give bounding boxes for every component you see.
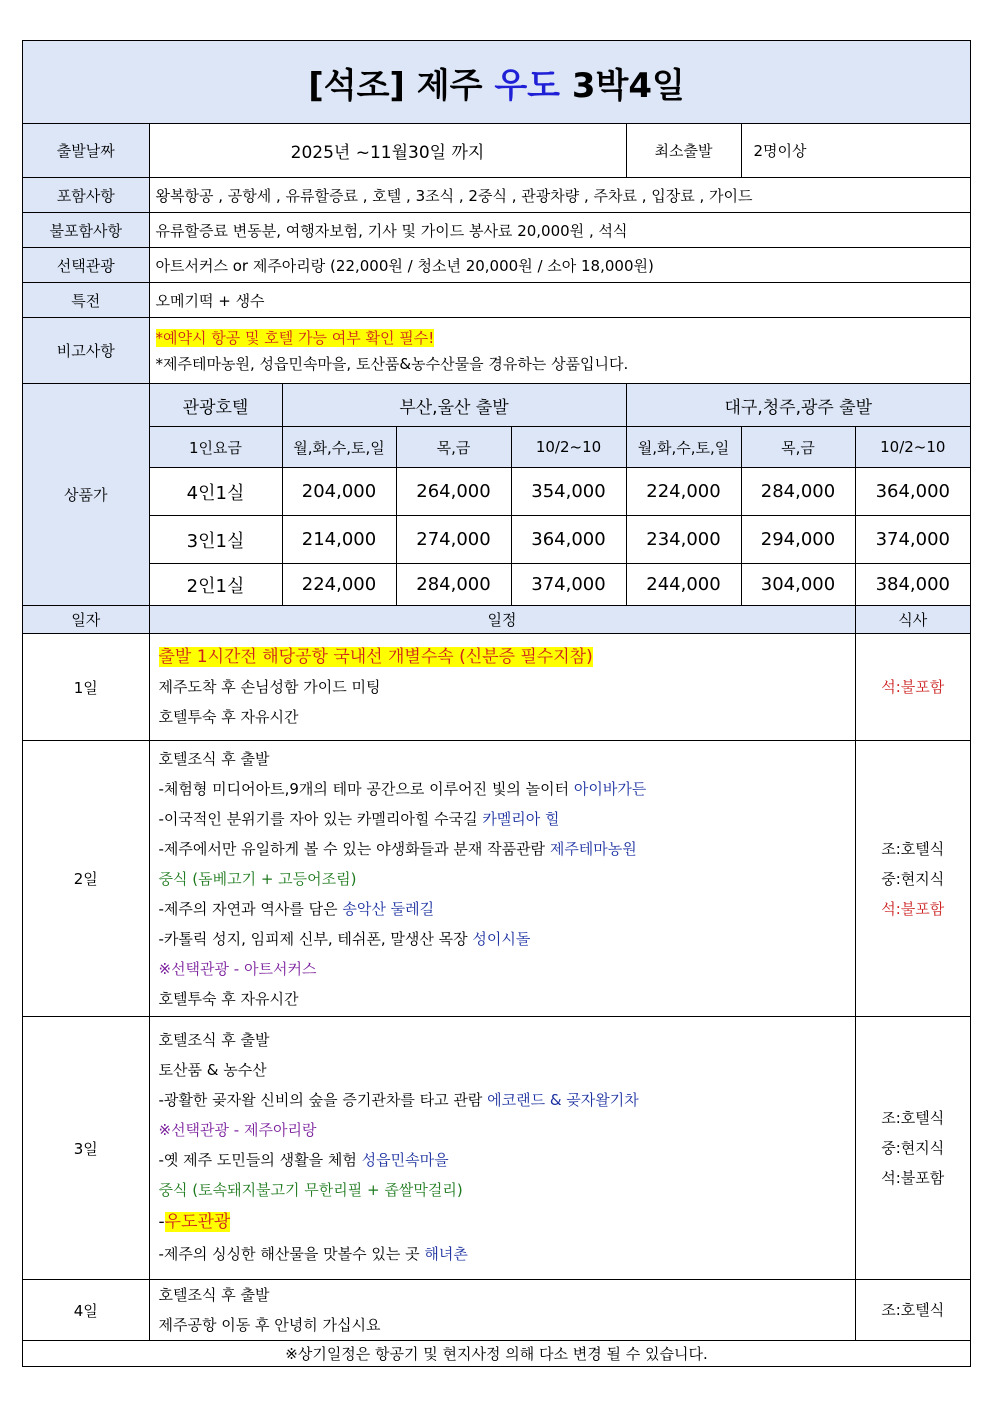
col-header: 월,화,수,토,일 [626, 427, 741, 468]
day-row [23, 1280, 970, 1341]
plan-text: -옛 제주 도민들의 생활을 체험 [158, 1151, 362, 1169]
plan-lunch: 중식 (돔베고기 + 고등어조림) [158, 870, 357, 888]
price-cell: 364,000 [511, 516, 626, 564]
price-cell: 224,000 [282, 564, 396, 606]
tour-document [22, 40, 971, 1367]
price-row [23, 516, 970, 564]
plan-optional: ※선택관광 - 제주아리랑 [158, 1121, 317, 1139]
plan-line: 호텔투숙 후 자유시간 [158, 990, 299, 1008]
hotel-header: 관광호텔 [149, 384, 282, 427]
excluded-label: 불포함사항 [23, 213, 149, 248]
title-part3: 3박4일 [560, 65, 685, 106]
plan-text: - [158, 1212, 165, 1232]
plan-text: -카톨릭 성지, 임피제 신부, 테쉬폰, 말생산 목장 [158, 930, 473, 948]
price-cell: 364,000 [855, 468, 970, 516]
special-label: 특전 [23, 283, 149, 318]
price-cell: 284,000 [396, 564, 511, 606]
meal-header: 식사 [855, 606, 970, 634]
departure-label: 출발날짜 [23, 124, 149, 178]
plan-place: 송악산 둘레길 [342, 900, 435, 918]
meal-breakfast: 조:호텔식 [881, 1301, 945, 1319]
day-meals [855, 1017, 970, 1280]
day-plan [149, 741, 855, 1017]
meal-dinner: 석:불포함 [881, 899, 945, 918]
remarks-label: 비고사항 [23, 318, 149, 384]
day-row [23, 741, 970, 1017]
tour-table [23, 41, 970, 1366]
plan-line [159, 1145, 855, 1175]
footer-note: ※상기일정은 항공기 및 현지사정 의해 다소 변경 될 수 있습니다. [23, 1341, 970, 1367]
plan-place: 해녀촌 [424, 1245, 468, 1263]
plan-line [159, 774, 855, 804]
day-header: 일자 [23, 606, 149, 634]
optional-label: 선택관광 [23, 248, 149, 283]
meal-dinner: 석:불포함 [881, 1169, 945, 1187]
day-label: 2일 [23, 741, 149, 1017]
price-cell: 384,000 [855, 564, 970, 606]
pricing-label: 상품가 [23, 384, 149, 606]
optional-value: 아트서커스 or 제주아리랑 (22,000원 / 청소년 20,000원 / 소아 18,000원) [149, 248, 970, 283]
title-part1: [석조] 제주 [308, 65, 495, 106]
day-meals [855, 634, 970, 741]
excluded-value: 유류할증료 변동분, 여행자보험, 기사 및 가이드 봉사료 20,000원 , 석식 [149, 213, 970, 248]
price-cell: 304,000 [741, 564, 855, 606]
plan-text: -제주의 싱싱한 해산물을 맛볼수 있는 곳 [158, 1245, 425, 1263]
price-cell: 264,000 [396, 468, 511, 516]
plan-line [159, 834, 855, 864]
price-cell: 244,000 [626, 564, 741, 606]
col-header: 월,화,수,토,일 [282, 427, 396, 468]
plan-place: 아이바가든 [573, 780, 647, 798]
meal-breakfast: 조:호텔식 [881, 1109, 945, 1127]
plan-line: 호텔조식 후 출발 [158, 1286, 270, 1304]
meal-lunch: 중:현지식 [881, 1139, 945, 1157]
title-highlight: 우도 [494, 65, 561, 106]
plan-line [159, 1205, 855, 1239]
included-value: 왕복항공 , 공항세 , 유류할증료 , 호텔 , 3조식 , 2중식 , 관광차량 , 주차료 , 입장료 , 가이드 [149, 178, 970, 213]
price-cell: 274,000 [396, 516, 511, 564]
min-value: 2명이상 [741, 124, 970, 178]
day-meals [855, 741, 970, 1017]
room-type: 4인1실 [149, 468, 282, 516]
plan-line-alert: 출발 1시간전 해당공항 국내선 개별수속 (신분증 필수지참) [158, 647, 593, 667]
plan-text: -광활한 곶자왈 신비의 숲을 증기관차를 타고 관람 [158, 1091, 488, 1109]
remarks-note: *제주테마농원, 성읍민속마을, 토산품&농수산물을 경유하는 상품입니다. [155, 354, 629, 373]
plan-text: -이국적인 분위기를 자아 있는 카멜리아힐 수국길 [158, 810, 483, 828]
plan-header: 일정 [149, 606, 855, 634]
plan-place: 제주테마농원 [549, 840, 637, 858]
price-cell: 354,000 [511, 468, 626, 516]
plan-line: 제주도착 후 손님성함 가이드 미팅 [158, 678, 381, 696]
day-label: 4일 [23, 1280, 149, 1341]
min-label: 최소출발 [626, 124, 741, 178]
remarks-warning: *예약시 항공 및 호텔 가능 여부 확인 필수! [155, 328, 435, 347]
meal-lunch: 중:현지식 [881, 869, 945, 888]
remarks-value [149, 318, 970, 384]
price-row [23, 564, 970, 606]
plan-line: 호텔조식 후 출발 [158, 1031, 270, 1049]
plan-line: 호텔투숙 후 자유시간 [158, 708, 299, 726]
day-plan [149, 634, 855, 741]
plan-text: -제주에서만 유일하게 볼 수 있는 야생화들과 분재 작품관람 [158, 840, 550, 858]
departure-value: 2025년 ~11월30일 까지 [149, 124, 626, 178]
price-cell: 234,000 [626, 516, 741, 564]
price-cell: 374,000 [511, 564, 626, 606]
price-cell: 284,000 [741, 468, 855, 516]
plan-line: 호텔조식 후 출발 [158, 750, 270, 768]
room-type: 3인1실 [149, 516, 282, 564]
price-cell: 294,000 [741, 516, 855, 564]
plan-place: 카멜리아 힐 [482, 810, 560, 828]
day-label: 3일 [23, 1017, 149, 1280]
price-row [23, 468, 970, 516]
meal-breakfast: 조:호텔식 [881, 839, 945, 858]
price-cell: 224,000 [626, 468, 741, 516]
day-row [23, 1017, 970, 1280]
meal-dinner: 석:불포함 [881, 678, 945, 696]
day-label: 1일 [23, 634, 149, 741]
plan-line: 토산품 & 농수산 [158, 1061, 267, 1079]
plan-line [159, 804, 855, 834]
included-label: 포함사항 [23, 178, 149, 213]
day-plan [149, 1017, 855, 1280]
col-header: 목,금 [741, 427, 855, 468]
day-plan [149, 1280, 855, 1341]
plan-place: 성읍민속마을 [361, 1151, 449, 1169]
price-cell: 204,000 [282, 468, 396, 516]
col-header: 10/2~10 [855, 427, 970, 468]
plan-text: -체험형 미디어아트,9개의 테마 공간으로 이루어진 빛의 놀이터 [158, 780, 574, 798]
plan-lunch: 중식 (토속돼지불고기 무한리필 + 좁쌀막걸리) [158, 1181, 463, 1199]
plan-place: 에코랜드 & 곶자왈기차 [487, 1091, 639, 1109]
col-header: 목,금 [396, 427, 511, 468]
plan-line [159, 894, 855, 924]
plan-text: -제주의 자연과 역사를 담은 [158, 900, 343, 918]
col-header: 10/2~10 [511, 427, 626, 468]
plan-place: 성이시돌 [472, 930, 531, 948]
plan-line [159, 1239, 855, 1269]
price-cell: 374,000 [855, 516, 970, 564]
plan-line [159, 1085, 855, 1115]
price-cell: 214,000 [282, 516, 396, 564]
plan-highlight: 우도관광 [164, 1212, 231, 1232]
day-row [23, 634, 970, 741]
page-title [23, 41, 970, 124]
group2-header: 대구,청주,광주 출발 [626, 384, 970, 427]
room-type: 2인1실 [149, 564, 282, 606]
plan-line: 제주공항 이동 후 안녕히 가십시요 [158, 1316, 381, 1334]
special-value: 오메기떡 + 생수 [149, 283, 970, 318]
day-meals [855, 1280, 970, 1341]
plan-optional: ※선택관광 - 아트서커스 [158, 960, 317, 978]
rate-header: 1인요금 [149, 427, 282, 468]
plan-line [159, 924, 855, 954]
group1-header: 부산,울산 출발 [282, 384, 626, 427]
